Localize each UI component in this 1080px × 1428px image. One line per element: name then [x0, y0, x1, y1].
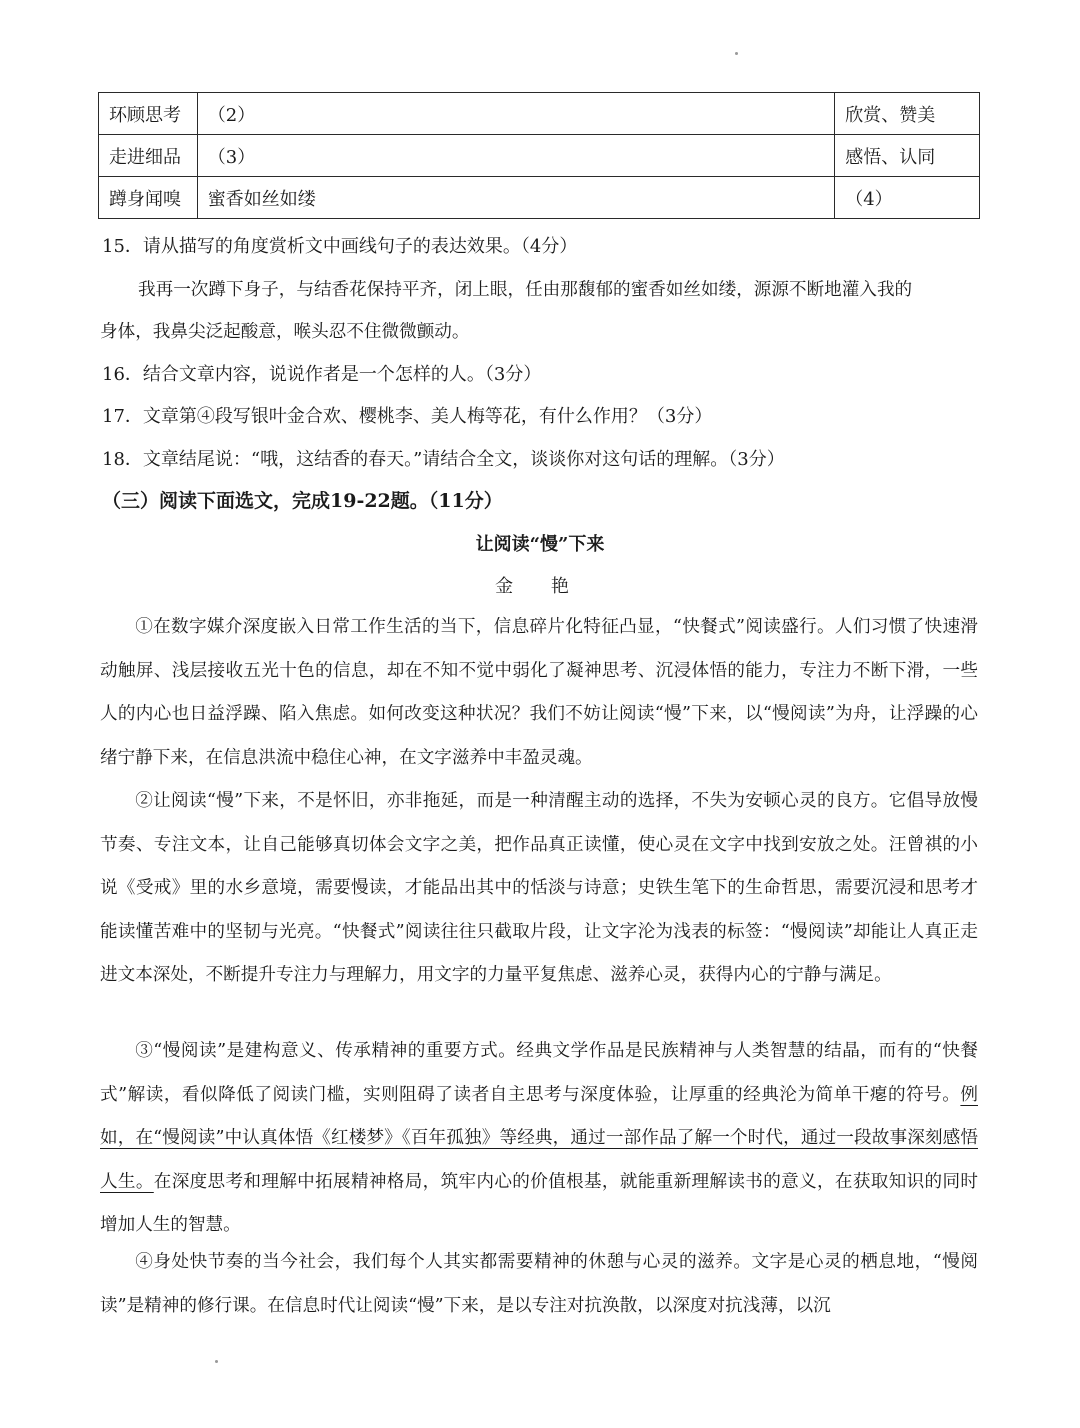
- table-cell: 感悟、认同: [835, 135, 980, 177]
- paragraph-3-text: ③“慢阅读”是建构意义、传承精神的重要方式。经典文学作品是民族精神与人类智慧的结晶，而有的“快餐式”解读，看似降低了阅读门槛，实则阻碍了读者自主思考与深度体验，让厚重的经典沦为简单干瘪的符号。: [100, 1041, 978, 1105]
- table-row: [99, 135, 980, 177]
- question-15-quote-line-1: 我再一次蹲下身子，与结香花保持平齐，闭上眼，任由那馥郁的蜜香如丝如缕，源源不断地灌入我的: [138, 280, 913, 300]
- table-row: [99, 177, 980, 219]
- question-15: 15．请从描写的角度赏析文中画线句子的表达效果。（4分）: [102, 236, 578, 257]
- scan-speck: [215, 1360, 218, 1363]
- section-heading: （三）阅读下面选文，完成19-22题。（11分）: [102, 490, 503, 512]
- table-cell: 环顾思考: [99, 93, 198, 135]
- question-17: 17．文章第④段写银叶金合欢、樱桃李、美人梅等花，有什么作用？（3分）: [102, 406, 713, 427]
- article-title: 让阅读“慢”下来: [475, 534, 605, 555]
- question-15-quote-line-2: 身体，我鼻尖泛起酸意，喉头忍不住微微颤动。: [100, 322, 470, 342]
- question-16: 16．结合文章内容，说说作者是一个怎样的人。（3分）: [102, 364, 542, 385]
- table-cell: 蹲身闻嗅: [99, 177, 198, 219]
- underlined-sentence: 例如，在“慢阅读”中认真体悟《红楼梦》《百年孤独》等经典，通过一部作品了解一个时代，通过一段故事深刻感悟人生。: [100, 1084, 978, 1192]
- table-cell: （4）: [835, 177, 980, 219]
- scan-speck: [735, 52, 738, 55]
- question-18: 18．文章结尾说：“哦，这结香的春天。”请结合全文，谈谈你对这句话的理解。（3分）: [102, 449, 785, 470]
- article-author: 金 艳: [495, 576, 585, 597]
- table-cell: （3）: [197, 135, 834, 177]
- reading-chart-table: [98, 92, 980, 219]
- table-cell: 欣赏、赞美: [835, 93, 980, 135]
- table-row: [99, 93, 980, 135]
- paragraph-3-text-end: 在深度思考和理解中拓展精神格局，筑牢内心的价值根基，就能重新理解读书的意义，在获取知识的同时增加人生的智慧。: [100, 1171, 978, 1235]
- paragraph-1: ①在数字媒介深度嵌入日常工作生活的当下，信息碎片化特征凸显，“快餐式”阅读盛行。人们习惯了快速滑动触屏、浅层接收五光十色的信息，却在不知不觉中弱化了凝神思考、沉浸体悟的能力，专注力不断下滑，一些人的内心也日益浮躁、陷入焦虑。如何改变这种状况？我们不妨让阅读“慢”下来，以“慢阅读”为舟，让浮躁的心绪宁静下来，在信息洪流中稳住心神，在文字滋养中丰盈灵魂。: [100, 617, 978, 768]
- table-cell: 走进细品: [99, 135, 198, 177]
- table-cell: （2）: [197, 93, 834, 135]
- table-cell: 蜜香如丝如缕: [197, 177, 834, 219]
- paragraph-4: ④身处快节奏的当今社会，我们每个人其实都需要精神的休憩与心灵的滋养。文字是心灵的栖息地，“慢阅读”是精神的修行课。在信息时代让阅读“慢”下来，是以专注对抗涣散，以深度对抗浅薄，以沉: [100, 1252, 978, 1316]
- paragraph-2: ②让阅读“慢”下来，不是怀旧，亦非拖延，而是一种清醒主动的选择，不失为安顿心灵的良方。它倡导放慢节奏、专注文本，让自己能够真切体会文字之美，把作品真正读懂，使心灵在文字中找到安放之处。汪曾祺的小说《受戒》里的水乡意境，需要慢读，才能品出其中的恬淡与诗意；史铁生笔下的生命哲思，需要沉浸和思考才能读懂苦难中的坚韧与光亮。“快餐式”阅读往往只截取片段，让文字沦为浅表的标签：“慢阅读”却能让人真正走进文本深处，不断提升专注力与理解力，用文字的力量平复焦虑、滋养心灵，获得内心的宁静与满足。: [100, 791, 978, 985]
- paragraph-3: [100, 1030, 978, 1248]
